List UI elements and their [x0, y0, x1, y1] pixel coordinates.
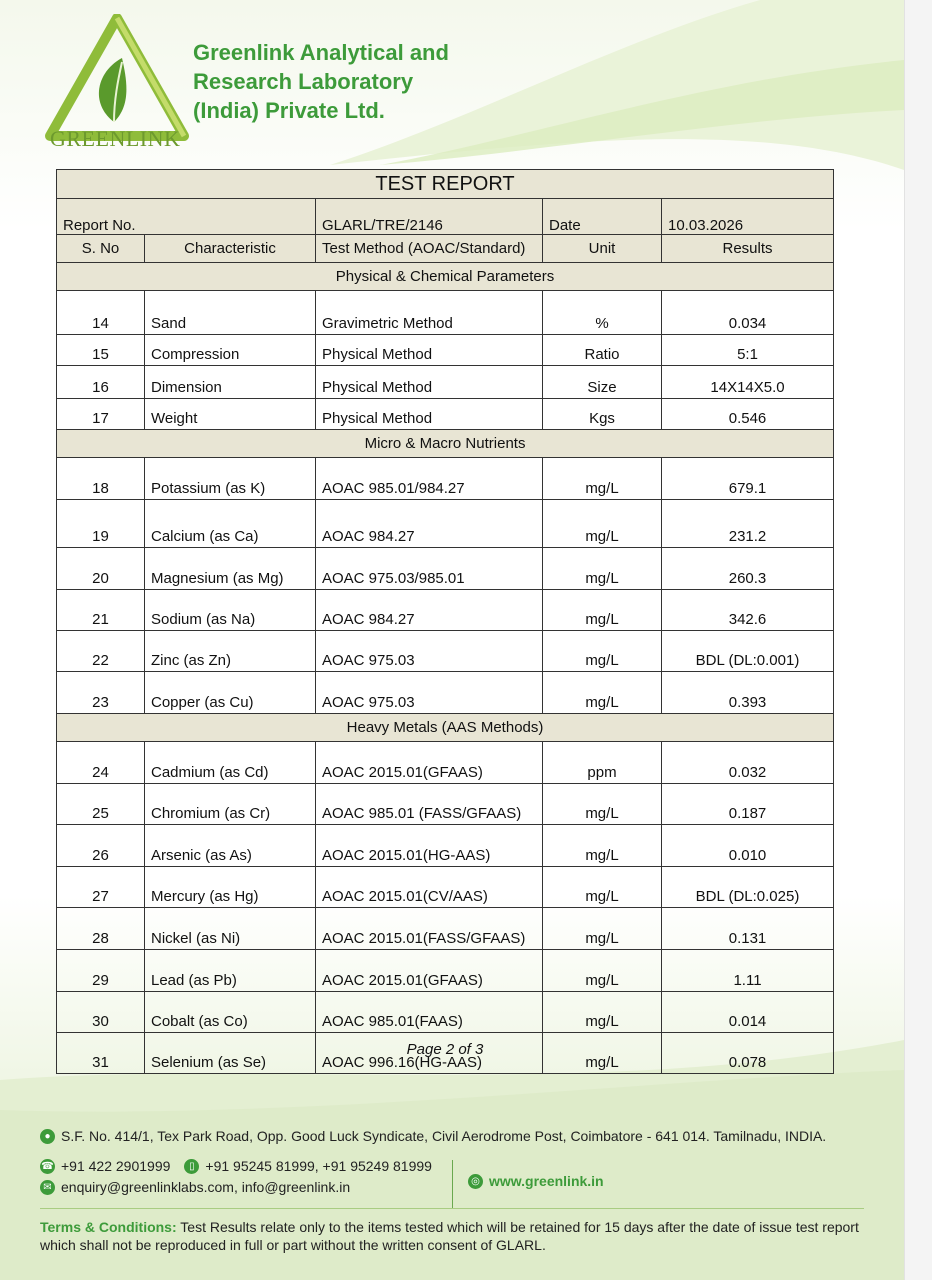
- method-cell: AOAC 2015.01(GFAAS): [316, 742, 543, 784]
- company-name: [193, 38, 449, 125]
- unit-cell: mg/L: [543, 950, 662, 992]
- sno-cell: 29: [57, 950, 145, 992]
- table-row: [57, 366, 834, 399]
- table-row: [57, 590, 834, 631]
- unit-cell: mg/L: [543, 631, 662, 672]
- method-cell: AOAC 984.27: [316, 500, 543, 548]
- table-row: [57, 992, 834, 1033]
- report-title: TEST REPORT: [57, 170, 834, 199]
- scroll-gutter: [904, 0, 932, 1280]
- result-cell: 0.034: [662, 291, 834, 335]
- method-cell: Physical Method: [316, 399, 543, 430]
- sno-cell: 27: [57, 867, 145, 908]
- method-cell: Gravimetric Method: [316, 291, 543, 335]
- footer-address: [40, 1128, 826, 1144]
- company-name-line: (India) Private Ltd.: [193, 98, 385, 123]
- company-name-line: Greenlink Analytical and: [193, 40, 449, 65]
- unit-cell: mg/L: [543, 1033, 662, 1074]
- result-cell: 0.546: [662, 399, 834, 430]
- characteristic-cell: Arsenic (as As): [145, 825, 316, 867]
- method-cell: Physical Method: [316, 366, 543, 399]
- characteristic-cell: Copper (as Cu): [145, 672, 316, 714]
- mobile-text: +91 95245 81999, +91 95249 81999: [205, 1158, 432, 1174]
- sno-cell: 24: [57, 742, 145, 784]
- column-header: Results: [662, 235, 834, 263]
- characteristic-cell: Selenium (as Se): [145, 1033, 316, 1074]
- sno-cell: 16: [57, 366, 145, 399]
- unit-cell: Size: [543, 366, 662, 399]
- globe-icon: ◎: [468, 1174, 483, 1189]
- phone-icon: ☎: [41, 1160, 54, 1172]
- report-no-value: GLARL/TRE/2146: [316, 199, 543, 235]
- terms-text: Test Results relate only to the items tested which will be retained for 15 days after the date of issue test report which shall not be reproduced in full or part without the written consent of GLARL.: [40, 1219, 859, 1253]
- result-cell: 0.393: [662, 672, 834, 714]
- sno-cell: 21: [57, 590, 145, 631]
- method-cell: AOAC 975.03: [316, 672, 543, 714]
- terms-label: Terms & Conditions:: [40, 1219, 177, 1235]
- footer-website: [468, 1173, 604, 1189]
- website-link[interactable]: www.greenlink.in: [489, 1173, 604, 1189]
- method-cell: AOAC 984.27: [316, 590, 543, 631]
- unit-cell: Kgs: [543, 399, 662, 430]
- section-header: Physical & Chemical Parameters: [57, 263, 834, 291]
- date-value: 10.03.2026: [662, 199, 834, 235]
- result-cell: 0.078: [662, 1033, 834, 1074]
- footer-rule: [40, 1208, 864, 1209]
- method-cell: AOAC 2015.01(FASS/GFAAS): [316, 908, 543, 950]
- characteristic-cell: Lead (as Pb): [145, 950, 316, 992]
- table-row: [57, 742, 834, 784]
- characteristic-cell: Chromium (as Cr): [145, 784, 316, 825]
- result-cell: 231.2: [662, 500, 834, 548]
- result-cell: 260.3: [662, 548, 834, 590]
- table-row: [57, 950, 834, 992]
- sno-cell: 15: [57, 335, 145, 366]
- result-cell: 0.131: [662, 908, 834, 950]
- phone-text: +91 422 2901999: [61, 1158, 171, 1174]
- characteristic-cell: Nickel (as Ni): [145, 908, 316, 950]
- table-row: [57, 908, 834, 950]
- characteristic-cell: Cadmium (as Cd): [145, 742, 316, 784]
- unit-cell: mg/L: [543, 867, 662, 908]
- footer-email: [40, 1179, 350, 1195]
- section-header: Micro & Macro Nutrients: [57, 430, 834, 458]
- sno-cell: 25: [57, 784, 145, 825]
- company-name-line: Research Laboratory: [193, 69, 414, 94]
- table-row: [57, 335, 834, 366]
- table-row: [57, 825, 834, 867]
- column-header: Unit: [543, 235, 662, 263]
- mobile-icon: ▯: [184, 1159, 199, 1174]
- result-cell: 0.187: [662, 784, 834, 825]
- unit-cell: %: [543, 291, 662, 335]
- sno-cell: 18: [57, 458, 145, 500]
- characteristic-cell: Zinc (as Zn): [145, 631, 316, 672]
- date-label: Date: [543, 199, 662, 235]
- method-cell: AOAC 2015.01(HG-AAS): [316, 825, 543, 867]
- sno-cell: 14: [57, 291, 145, 335]
- address-text: S.F. No. 414/1, Tex Park Road, Opp. Good Luck Syndicate, Civil Aerodrome Post, Coimbatore - 641 014. Tamilnadu, INDIA.: [61, 1128, 827, 1144]
- characteristic-cell: Compression: [145, 335, 316, 366]
- characteristic-cell: Sand: [145, 291, 316, 335]
- unit-cell: ppm: [543, 742, 662, 784]
- characteristic-cell: Dimension: [145, 366, 316, 399]
- method-cell: AOAC 975.03/985.01: [316, 548, 543, 590]
- method-cell: AOAC 2015.01(CV/AAS): [316, 867, 543, 908]
- sno-cell: 20: [57, 548, 145, 590]
- page-number: Page 2 of 3: [406, 1041, 484, 1058]
- sno-cell: 26: [57, 825, 145, 867]
- table-row: [57, 500, 834, 548]
- table-row: [57, 291, 834, 335]
- unit-cell: mg/L: [543, 548, 662, 590]
- report-no-label: Report No.: [57, 199, 316, 235]
- result-cell: BDL (DL:0.025): [662, 867, 834, 908]
- column-header: Test Method (AOAC/Standard): [316, 235, 543, 263]
- result-cell: 679.1: [662, 458, 834, 500]
- method-cell: AOAC 985.01 (FASS/GFAAS): [316, 784, 543, 825]
- method-cell: AOAC 975.03: [316, 631, 543, 672]
- sno-cell: 28: [57, 908, 145, 950]
- characteristic-cell: Sodium (as Na): [145, 590, 316, 631]
- sno-cell: 30: [57, 992, 145, 1033]
- table-row: [57, 784, 834, 825]
- result-cell: 0.014: [662, 992, 834, 1033]
- footer-divider: [452, 1160, 453, 1208]
- unit-cell: Ratio: [543, 335, 662, 366]
- sno-cell: 22: [57, 631, 145, 672]
- method-cell: Physical Method: [316, 335, 543, 366]
- unit-cell: mg/L: [543, 590, 662, 631]
- unit-cell: mg/L: [543, 784, 662, 825]
- result-cell: 5:1: [662, 335, 834, 366]
- characteristic-cell: Mercury (as Hg): [145, 867, 316, 908]
- sno-cell: 31: [57, 1033, 145, 1074]
- result-cell: BDL (DL:0.001): [662, 631, 834, 672]
- unit-cell: mg/L: [543, 672, 662, 714]
- method-cell: AOAC 985.01/984.27: [316, 458, 543, 500]
- email-text: enquiry@greenlinklabs.com, info@greenlink.in: [61, 1179, 351, 1195]
- table-row: [57, 867, 834, 908]
- sno-cell: 23: [57, 672, 145, 714]
- column-header: S. No: [57, 235, 145, 263]
- table-row: [57, 458, 834, 500]
- table-row: [57, 672, 834, 714]
- result-cell: 14X14X5.0: [662, 366, 834, 399]
- result-cell: 1.11: [662, 950, 834, 992]
- unit-cell: mg/L: [543, 992, 662, 1033]
- characteristic-cell: Magnesium (as Mg): [145, 548, 316, 590]
- table-row: [57, 399, 834, 430]
- result-cell: 0.032: [662, 742, 834, 784]
- table-row: [57, 631, 834, 672]
- method-cell: AOAC 996.16(HG-AAS): [316, 1033, 543, 1074]
- characteristic-cell: Potassium (as K): [145, 458, 316, 500]
- sno-cell: 17: [57, 399, 145, 430]
- logo-wordmark: GREENLINK: [50, 126, 181, 151]
- section-header: Heavy Metals (AAS Methods): [57, 714, 834, 742]
- method-cell: AOAC 985.01(FAAS): [316, 992, 543, 1033]
- unit-cell: mg/L: [543, 908, 662, 950]
- method-cell: AOAC 2015.01(GFAAS): [316, 950, 543, 992]
- footer-phones: [40, 1158, 432, 1174]
- terms-and-conditions: [40, 1218, 860, 1254]
- characteristic-cell: Calcium (as Ca): [145, 500, 316, 548]
- result-cell: 342.6: [662, 590, 834, 631]
- column-header: Characteristic: [145, 235, 316, 263]
- unit-cell: mg/L: [543, 500, 662, 548]
- table-row: [57, 548, 834, 590]
- email-icon: ✉: [40, 1180, 55, 1195]
- result-cell: 0.010: [662, 825, 834, 867]
- characteristic-cell: Cobalt (as Co): [145, 992, 316, 1033]
- characteristic-cell: Weight: [145, 399, 316, 430]
- unit-cell: mg/L: [543, 458, 662, 500]
- unit-cell: mg/L: [543, 825, 662, 867]
- test-report-table: [56, 169, 834, 1074]
- sno-cell: 19: [57, 500, 145, 548]
- location-pin-icon: ●: [40, 1129, 55, 1144]
